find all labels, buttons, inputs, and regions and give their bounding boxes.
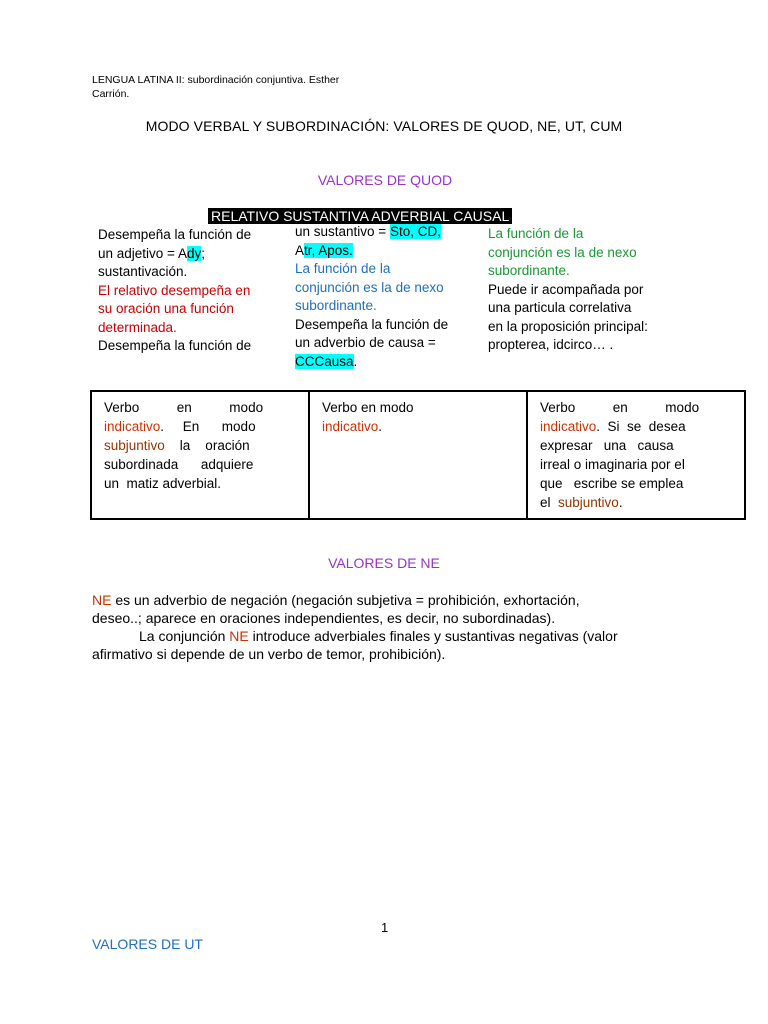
text-span: subjuntivo [558, 495, 619, 510]
text-line: Desempeña la función de [295, 316, 449, 332]
text-line: una particula correlativa [488, 300, 632, 315]
section-heading-ne: VALORES DE NE [328, 555, 440, 571]
text-span: . En modo [160, 419, 256, 434]
category-bar: RELATIVO SUSTANTIVA ADVERBIAL CAUSAL [208, 208, 512, 224]
highlight: CCCausa [295, 353, 354, 369]
text-span: . [353, 353, 358, 369]
text-line: La función de la [295, 261, 391, 276]
text-line [295, 353, 482, 372]
document-header [92, 73, 339, 101]
text-line: determinada. [98, 319, 177, 335]
text-line: deseo..; aparece en oraciones independientes, es decir, no subordinadas). [92, 610, 556, 626]
mood-table [90, 390, 746, 520]
text-line: en la proposición principal: [488, 318, 648, 334]
text-span: indicativo [104, 419, 161, 434]
text-span: indicativo [322, 419, 379, 434]
text-line: que escribe se emplea [540, 476, 684, 491]
text-line: Puede ir acompañada por [488, 281, 644, 297]
page-title: MODO VERBAL Y SUBORDINACIÓN: VALORES DE QUOD, NE, UT, CUM [145, 118, 623, 134]
text-line [92, 627, 682, 645]
highlight: Sto, CD, [389, 224, 441, 239]
text-line [104, 417, 298, 436]
text-line: sustantivación. [98, 264, 188, 279]
text-line [92, 591, 682, 609]
quod-column-sustantiva [295, 223, 482, 371]
section-heading-ut: VALORES DE UT [92, 936, 203, 952]
highlight: tr, Apos. [304, 242, 353, 258]
text-line: conjunción es la de nexo [488, 244, 637, 260]
text-line: subordinante. [488, 263, 570, 278]
text-line: Desempeña la función de [98, 338, 252, 353]
quod-column-relativo [98, 226, 285, 356]
keyword: NE [229, 628, 249, 644]
text-line [295, 223, 482, 242]
header-line-1: LENGUA LATINA II: subordinación conjuntiva. Esther [92, 74, 340, 86]
highlight: dy [186, 245, 202, 261]
text-span: indicativo [540, 419, 597, 434]
text-line: subordinante. [295, 298, 377, 313]
text-line: irreal o imaginaria por el [540, 457, 685, 472]
text-line: Desempeña la función de [98, 227, 252, 242]
text-span: . [618, 495, 623, 510]
text-line: su oración una función [98, 301, 234, 316]
table-cell-relativo [91, 391, 309, 519]
text-line [322, 417, 516, 436]
text-line: conjunción es la de nexo [295, 279, 444, 295]
text-line [98, 245, 285, 264]
text-line: propterea, idcirco… . [488, 337, 614, 352]
text-span: un sustantivo = [295, 224, 390, 239]
text-line: El relativo desempeña en [98, 282, 251, 298]
text-span: . [378, 419, 383, 434]
section-heading-quod: VALORES DE QUOD [317, 172, 453, 188]
text-span: subjuntivo [104, 438, 165, 453]
quod-column-causal [488, 225, 674, 355]
text-line: Verbo en modo [540, 400, 700, 415]
text-line: Verbo en modo [322, 400, 414, 415]
text-line [295, 242, 482, 261]
text-span: es un adverbio de negación (negación subjetiva = prohibición, exhortación, [111, 592, 580, 608]
text-line [540, 493, 734, 512]
ne-paragraph [92, 591, 682, 663]
text-line [104, 436, 298, 455]
text-line: expresar una causa [540, 438, 674, 453]
page-number: 1 [381, 920, 389, 935]
text-span: ; [201, 245, 205, 261]
text-line [540, 417, 734, 436]
text-line: Verbo en modo [104, 400, 264, 415]
text-span: A [295, 242, 305, 258]
header-line-2: Carrión. [92, 88, 130, 100]
table-cell-causal [527, 391, 745, 519]
text-span: . Si se desea [596, 419, 686, 434]
keyword: NE [92, 592, 112, 608]
table-row [91, 391, 745, 519]
text-span: la oración [164, 438, 250, 453]
text-line: afirmativo si depende de un verbo de temor, prohibición). [92, 646, 446, 662]
text-line: un matiz adverbial. [104, 476, 222, 491]
table-cell-sustantiva [309, 391, 527, 519]
text-span: introduce adverbiales finales y sustantivas negativas (valor [248, 628, 618, 644]
text-line: un adverbio de causa = [295, 335, 436, 350]
text-span: el [540, 495, 559, 510]
text-line: La función de la [488, 226, 584, 241]
text-span: La conjunción [139, 628, 230, 644]
text-line: subordinada adquiere [104, 457, 254, 472]
text-span: un adjetivo = A [98, 245, 187, 261]
